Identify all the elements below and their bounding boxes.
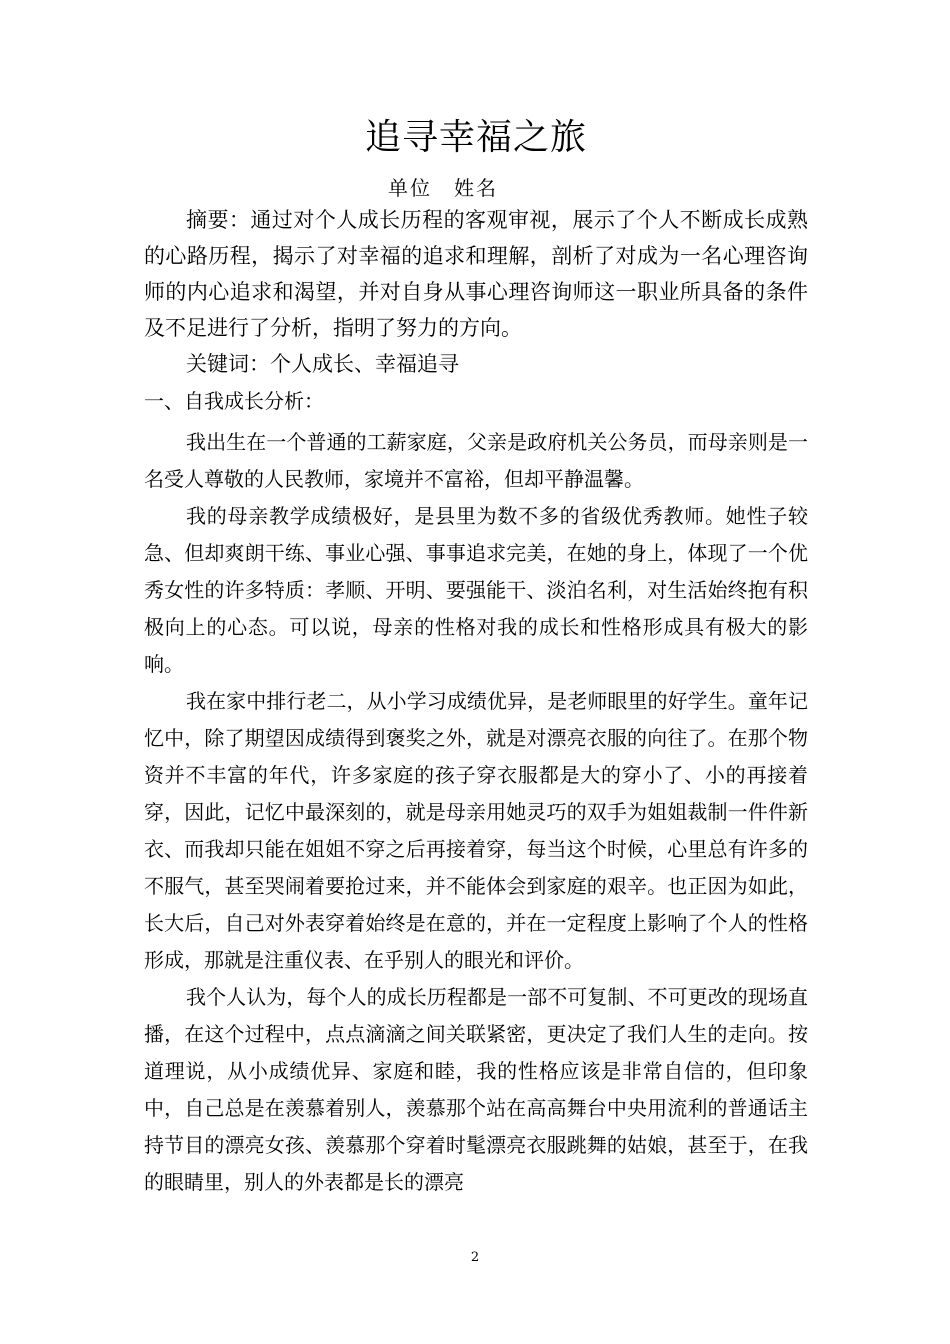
paragraph-4: 我个人认为，每个人的成长历程都是一部不可复制、不可更改的现场直播，在这个过程中，点点滴滴之间关联紧密，更决定了我们人生的走向。按道理说，从小成绩优异、家庭和睦，我的性格应该是非常自信的，但印象中，自己总是在羡慕着别人，羡慕那个站在高高舞台中央用流利的普通话主持节目的漂亮女孩、羡慕那个穿着时髦漂亮衣服跳舞的姑娘，甚至于，在我的眼睛里，别人的外表都是长的漂亮 xyxy=(144,985,808,1194)
paragraph-2: 我的母亲教学成绩极好，是县里为数不多的省级优秀教师。她性子较急、但却爽朗干练、事业心强、事事追求完美，在她的身上，体现了一个优秀女性的许多特质：孝顺、开明、要强能干、淡泊名利，对生活始终抱有积极向上的心态。可以说，母亲的性格对我的成长和性格形成具有极大的影响。 xyxy=(144,504,808,676)
paragraph-3: 我在家中排行老二，从小学习成绩优异，是老师眼里的好学生。童年记忆中，除了期望因成绩得到褒奖之外，就是对漂亮衣服的向往了。在那个物资并不丰富的年代，许多家庭的孩子穿衣服都是大的穿小了、小的再接着穿，因此，记忆中最深刻的，就是母亲用她灵巧的双手为姐姐裁制一件件新衣、而我却只能在姐姐不穿之后再接着穿，每当这个时候，心里总有许多的不服气，甚至哭闹着要抢过来，并不能体会到家庭的艰辛。也正因为如此，长大后，自己对外表穿着始终是在意的，并在一定程度上影响了个人的性格形成，那就是注重仪表、在乎别人的眼光和评价。 xyxy=(144,689,808,972)
author-line: 单位 姓名 xyxy=(388,176,498,200)
keywords: 关键词：个人成长、幸福追寻 xyxy=(186,352,459,376)
paragraph-1: 我出生在一个普通的工薪家庭，父亲是政府机关公务员，而母亲则是一名受人尊敬的人民教师，家境并不富裕，但却平静温馨。 xyxy=(144,430,808,491)
section-heading: 一、自我成长分析： xyxy=(144,389,324,413)
page-content xyxy=(144,112,808,1201)
document-title: 追寻幸福之旅 xyxy=(364,117,587,158)
abstract: 摘要：通过对个人成长历程的客观审视，展示了个人不断成长成熟的心路历程，揭示了对幸福的追求和理解，剖析了对成为一名心理咨询师的内心追求和渴望，并对自身从事心理咨询师这一职业所具备的条件及不足进行了分析，指明了努力的方向。 xyxy=(144,208,808,340)
page-number: 2 xyxy=(470,1250,480,1265)
